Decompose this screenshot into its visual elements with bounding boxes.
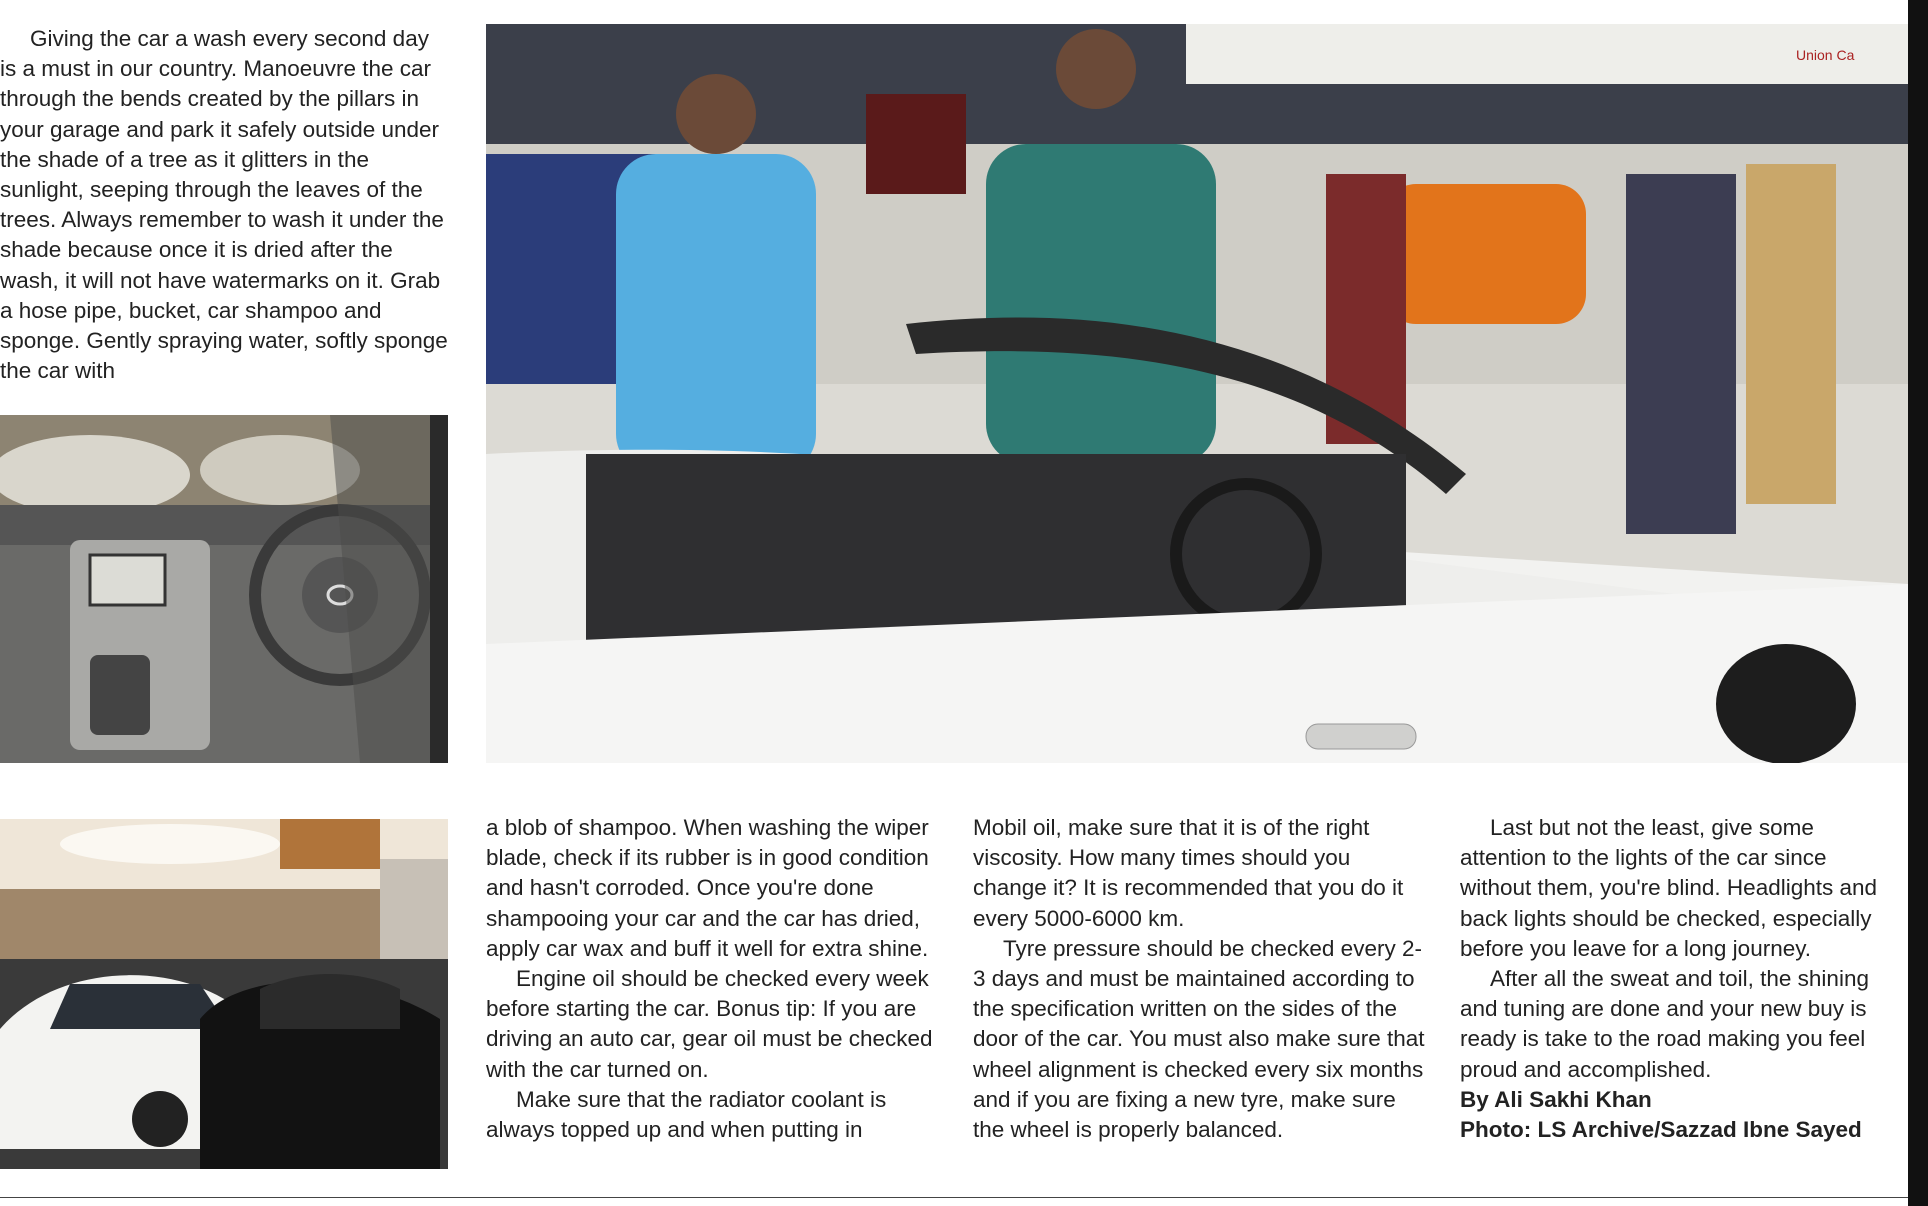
article-column-4 [1460, 813, 1900, 1145]
paragraph-conclusion: After all the sweat and toil, the shining and tuning are done and your new buy is ready is take to the road making you feel proud and accomplished. [1460, 966, 1869, 1082]
article-column-3 [973, 813, 1428, 1145]
car-interior-photo [0, 415, 448, 763]
page-edge [1908, 0, 1928, 1206]
paragraph-engine-oil: Engine oil should be checked every week before starting the car. Bonus tip: If you are driving an auto car, gear oil must be checked with the car turned on. [486, 966, 933, 1082]
intro-text-column [0, 24, 450, 386]
intro-paragraph: Giving the car a wash every second day is a must in our country. Manoeuvre the car through the bends created by the pillars in your garage and park it safely outside under the shade of a tree as it glitters in the sunlight, seeping through the leaves of the trees. Always remember to wash it under the shade because once it is dried after the wash, it will not have watermarks on it. Grab a hose pipe, bucket, car shampoo and sponge. Gently spraying water, softly sponge the car with [0, 26, 448, 384]
photo-credit: Photo: LS Archive/Sazzad Ibne Sayed [1460, 1117, 1862, 1143]
paragraph-coolant: Make sure that the radiator coolant is always topped up and when putting in [486, 1086, 887, 1143]
byline: By Ali Sakhi Khan [1460, 1086, 1652, 1112]
bottom-rule [0, 1197, 1908, 1198]
paragraph-tyre-pressure: Tyre pressure should be checked every 2-3 days and must be maintained according to the specification written on the sides of the door of the car. You must also make sure that wheel alignment is checked every six months and if you are fixing a new tyre, make sure the wheel is properly balanced. [973, 935, 1425, 1143]
article-column-2 [486, 813, 941, 1145]
paragraph-shampoo: a blob of shampoo. When washing the wiper blade, check if its rubber is in good condition and hasn't corroded. Once you're done shampooing your car and the car has dried, apply car wax and buff it well for extra shine. [486, 815, 929, 961]
paragraph-mobil-oil: Mobil oil, make sure that it is of the right viscosity. How many times should you change it? It is recommended that you do it every 5000-6000 km. [973, 815, 1404, 931]
paragraph-lights: Last but not the least, give some attention to the lights of the car since without them, you're blind. Headlights and back lights should be checked, especially before you leave for a long journey. [1460, 815, 1878, 961]
showroom-convertible-photo [486, 24, 1908, 763]
showroom-banner-text: Union Ca [1796, 47, 1855, 63]
showroom-cars-photo [0, 819, 448, 1169]
